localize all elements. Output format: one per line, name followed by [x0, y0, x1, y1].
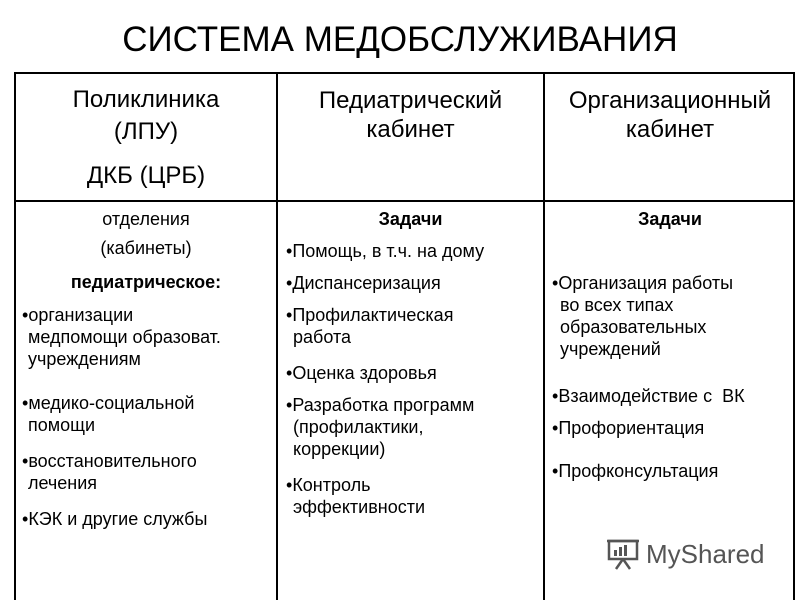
list-item-continuation: помощи: [28, 415, 96, 435]
list-item-text: восстановительного: [28, 451, 197, 471]
list-item-text: Диспансеризация: [292, 273, 441, 293]
myshared-watermark: [606, 536, 765, 572]
header-text: (ЛПУ): [113, 118, 179, 145]
list-item-continuation: лечения: [28, 473, 98, 493]
header-cell-organizational: [545, 74, 795, 200]
list-item-text: Профконсультация: [558, 461, 719, 481]
header-cell-pediatric: [278, 74, 543, 200]
col1-subheading: педиатрическое:: [70, 272, 222, 292]
list-item-text: Оценка здоровья: [292, 363, 437, 383]
list-item-text: КЭК и другие службы: [28, 509, 208, 529]
header-text: Педиатрический: [318, 87, 503, 114]
list-item-text: Взаимодействие с ВК: [558, 386, 745, 406]
list-item-text: Разработка программ: [292, 395, 475, 415]
list-item: [286, 272, 542, 294]
list-item-text: Контроль: [292, 475, 371, 495]
col2-heading: Задачи: [378, 209, 443, 229]
list-item: [22, 508, 274, 530]
list-item-continuation: коррекции): [293, 439, 386, 459]
header-text: кабинет: [366, 116, 455, 143]
header-divider: [16, 200, 793, 202]
list-item-continuation: эффективности: [293, 497, 426, 517]
list-item-text: Профориентация: [558, 418, 705, 438]
list-item: [22, 450, 274, 472]
col1-line: отделения: [102, 209, 190, 229]
page-title: СИСТЕМА МЕДОБСЛУЖИВАНИЯ: [122, 20, 678, 59]
list-item: [286, 362, 542, 384]
list-item-continuation: учреждениям: [28, 349, 141, 369]
list-item: [552, 385, 796, 407]
list-item: [22, 304, 274, 326]
list-item-text: организации: [28, 305, 134, 325]
list-item-text: Организация работы: [558, 273, 734, 293]
services-table: [14, 72, 795, 600]
list-item: [552, 417, 796, 439]
list-item: [286, 304, 542, 326]
header-text: Организационный: [568, 87, 772, 114]
list-item: [22, 392, 274, 414]
list-item-continuation: во всех типах: [560, 295, 674, 315]
list-item-text: Помощь, в т.ч. на дому: [292, 241, 485, 261]
header-text: Поликлиника: [72, 86, 220, 113]
col1-line: (кабинеты): [100, 238, 192, 258]
list-item: [552, 460, 796, 482]
list-item-text: Профилактическая: [292, 305, 454, 325]
header-text: кабинет: [625, 116, 715, 143]
header-text: ДКБ (ЦРБ): [86, 162, 206, 189]
list-item: [286, 474, 542, 496]
list-item: [286, 240, 542, 262]
list-item-text: медико-социальной: [28, 393, 195, 413]
presentation-board-icon: [606, 538, 640, 570]
list-item-continuation: образовательных: [560, 317, 707, 337]
list-item-continuation: (профилактики,: [293, 417, 424, 437]
list-item-continuation: работа: [293, 327, 351, 347]
col3-heading: Задачи: [638, 209, 702, 229]
list-item-continuation: медпомощи образоват.: [28, 327, 221, 347]
watermark-text: MyShared: [646, 538, 765, 569]
header-cell-polyclinic: [16, 74, 276, 200]
list-item-continuation: учреждений: [560, 339, 661, 359]
list-item: [286, 394, 542, 416]
list-item: [552, 272, 796, 294]
